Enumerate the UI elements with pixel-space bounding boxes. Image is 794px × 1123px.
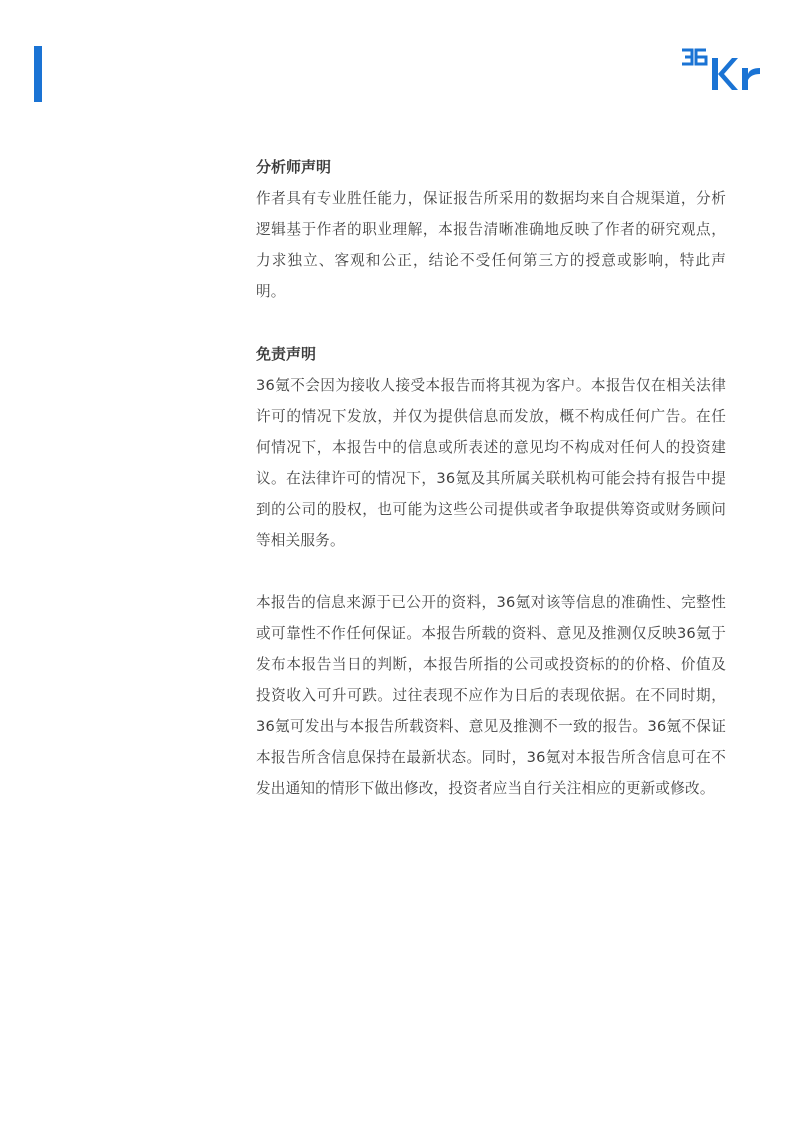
header-accent-bar [34, 46, 42, 102]
disclaimer-content [256, 152, 726, 804]
disclaimer-title: 免责声明 [256, 345, 317, 363]
disclaimer-paragraph-1: 36氪不会因为接收人接受本报告而将其视为客户。本报告仅在相关法律许可的情况下发放，并仅为提供信息而发放，概不构成任何广告。在任何情况下，本报告中的信息或所表述的意见均不构成对任何人的投资建议。在法律许可的情况下，36氪及其所属关联机构可能会持有报告中提到的公司的股权，也可能为这些公司提供或者争取提供筹资或财务顾问等相关服务。 [256, 377, 726, 549]
analyst-statement-title: 分析师声明 [256, 158, 332, 176]
analyst-statement-paragraph: 作者具有专业胜任能力，保证报告所采用的数据均来自合规渠道，分析逻辑基于作者的职业理解，本报告清晰准确地反映了作者的研究观点，力求独立、客观和公正，结论不受任何第三方的授意或影响，特此声明。 [256, 190, 726, 300]
36kr-logo [680, 44, 764, 92]
disclaimer-paragraph-2: 本报告的信息来源于已公开的资料，36氪对该等信息的准确性、完整性或可靠性不作任何保证。本报告所载的资料、意见及推测仅反映36氪于发布本报告当日的判断，本报告所指的公司或投资标的的价格、价值及投资收入可升可跌。过往表现不应作为日后的表现依据。在不同时期，36氪可发出与本报告所载资料、意见及推测不一致的报告。36氪不保证本报告所含信息保持在最新状态。同时，36氪对本报告所含信息可在不发出通知的情形下做出修改，投资者应当自行关注相应的更新或修改。 [256, 594, 726, 797]
